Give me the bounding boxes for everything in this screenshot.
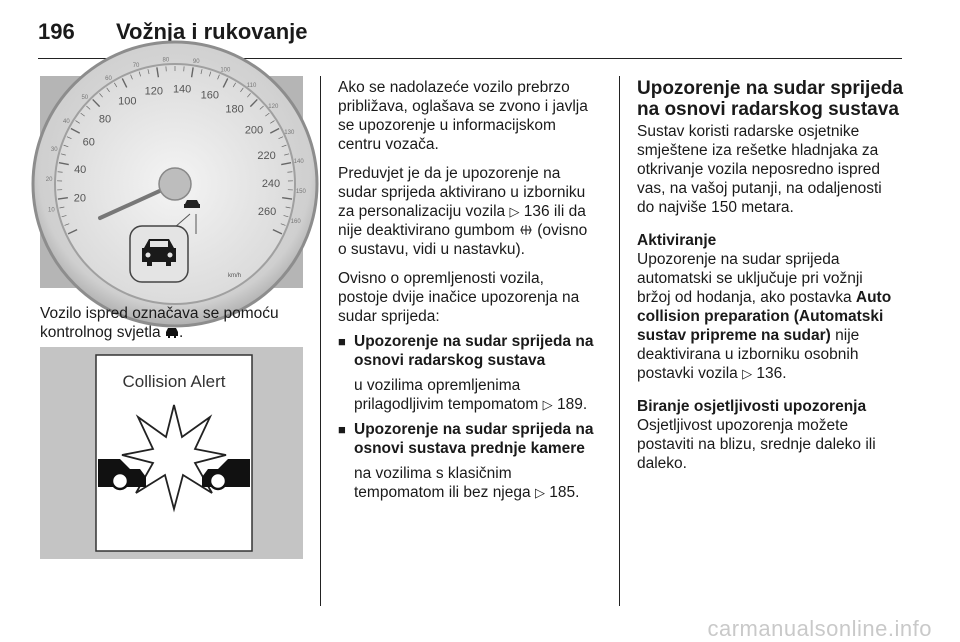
outer-scale-label: 80 bbox=[162, 57, 170, 64]
column-divider-2 bbox=[619, 76, 620, 606]
page-ref-arrow-icon: ▷ bbox=[742, 366, 753, 381]
list-item-text: u vozilima opremljenima prilagodljivim tempomatom ▷ 189. bbox=[354, 377, 588, 413]
speed-label: 200 bbox=[244, 124, 264, 137]
page-ref-link[interactable]: 136 ili da bbox=[523, 203, 586, 220]
outer-scale-label: 30 bbox=[50, 147, 58, 154]
bullet-icon: ■ bbox=[338, 422, 346, 437]
outer-scale-label: 110 bbox=[246, 82, 257, 89]
caption-text: kontrolnog svjetla bbox=[40, 324, 161, 341]
caption-end: . bbox=[178, 324, 184, 341]
paragraph-variants: Ovisno o opremljenosti vozila, postoje dvije inačice upozorenja na sudar sprijeda: bbox=[338, 270, 580, 325]
chapter-title: Vožnja i rukovanje bbox=[116, 19, 308, 44]
column-divider-1 bbox=[320, 76, 321, 606]
speedometer-illustration bbox=[40, 57, 306, 288]
caption-line-2 bbox=[40, 323, 302, 342]
speed-label: 180 bbox=[225, 103, 244, 116]
section-heading: Upozorenje na sudar sprijeda na osnovi radarskog sustava bbox=[637, 78, 904, 120]
outer-scale-label: 120 bbox=[268, 104, 279, 111]
outer-scale-label: 90 bbox=[192, 58, 200, 65]
outer-scale-label: 160 bbox=[290, 219, 301, 226]
speed-label: 260 bbox=[257, 206, 277, 219]
needle-hub bbox=[159, 168, 191, 200]
outer-scale-label: 50 bbox=[81, 95, 89, 102]
list-item: ■ Upozorenje na sudar sprijeda na osnovi radarskog sustava bbox=[338, 333, 594, 369]
paragraph-intro: Ako se nadolazeće vozilo prebrzo približava, oglašava se zvono i javlja se upozorenje u informacijskom centru vozača. bbox=[338, 79, 588, 153]
paragraph-precondition: Preduvjet je da je upozorenje na sudar sprijeda aktivirano u izborniku za personalizaciju vozila ▷ 136 ili da nije deaktivirano gumbom (ovisno o sustavu, vidi u nastavku). bbox=[338, 165, 588, 258]
outer-scale-label: 60 bbox=[105, 75, 112, 82]
bullet-icon: ■ bbox=[338, 334, 346, 349]
vehicle-ahead-icon bbox=[142, 239, 176, 266]
speedometer-figure bbox=[40, 57, 306, 288]
car-icon bbox=[165, 327, 179, 338]
speed-label: 80 bbox=[98, 113, 112, 126]
column-2 bbox=[338, 78, 606, 512]
page-ref-link[interactable]: 185. bbox=[549, 484, 580, 501]
outer-scale-label: 70 bbox=[132, 63, 140, 70]
speed-label: 60 bbox=[82, 136, 95, 149]
subheading-sensitivity: Biranje osjetljivosti upozorenja bbox=[637, 398, 867, 415]
subheading-activation: Aktiviranje bbox=[637, 232, 717, 249]
paragraph-activation: Upozorenje na sudar sprijeda automatski se uključuje pri vožnji bržoj od hodanja, ako postavka Auto collision preparation (Automatski sustav pripreme na sudar) nije deaktivirana u izborniku osobnih postavki vozila ▷ 136. bbox=[637, 251, 892, 382]
outer-scale-label: 40 bbox=[63, 119, 70, 126]
column-3 bbox=[637, 78, 905, 483]
speed-unit-label: km/h bbox=[228, 273, 242, 279]
speed-label: 20 bbox=[73, 192, 87, 205]
list-item: ■ Upozorenje na sudar sprijeda na osnovi sustava prednje kamere bbox=[338, 421, 594, 457]
paragraph-sensitivity: Osjetljivost upozorenja možete postaviti na blizu, srednje daleko ili daleko. bbox=[637, 417, 876, 472]
page-ref-arrow-icon: ▷ bbox=[534, 485, 545, 500]
collision-alert-illustration bbox=[40, 347, 303, 559]
collision-button-icon bbox=[519, 224, 533, 236]
speed-label: 220 bbox=[257, 149, 276, 162]
page-number: 196 bbox=[38, 19, 75, 44]
page-ref-arrow-icon: ▷ bbox=[509, 204, 520, 219]
outer-scale-label: 100 bbox=[220, 67, 231, 74]
collision-alert-figure bbox=[40, 347, 303, 559]
speed-label: 140 bbox=[172, 83, 192, 96]
outer-scale-label: 130 bbox=[284, 129, 295, 136]
list-item-text: na vozilima s klasičnim tempomatom ili bez njega ▷ 185. bbox=[354, 465, 580, 501]
speed-label: 40 bbox=[74, 163, 87, 176]
speed-label: 240 bbox=[261, 178, 281, 191]
page-ref-arrow-icon: ▷ bbox=[542, 397, 553, 412]
page-ref-link[interactable]: 136. bbox=[756, 365, 787, 382]
speed-label: 120 bbox=[144, 85, 163, 98]
figure-caption bbox=[40, 304, 302, 342]
paragraph-radar: Sustav koristi radarske osjetnike smještene iza rešetke hladnjaka za otkrivanje vozila neposredno ispred vas, na vašoj putanji, na odaljenosti do najviše 150 metara. bbox=[637, 123, 882, 216]
outer-scale-label: 140 bbox=[293, 158, 304, 165]
speed-label: 160 bbox=[200, 89, 220, 102]
speed-label: 100 bbox=[118, 95, 137, 108]
watermark: carmanualsonline.info bbox=[707, 616, 932, 641]
page-ref-link[interactable]: 189. bbox=[556, 396, 588, 413]
outer-scale-label: 150 bbox=[295, 189, 306, 196]
caption-line-1: Vozilo ispred označava se pomoću bbox=[40, 305, 279, 322]
outer-scale-label: 10 bbox=[48, 207, 55, 214]
collision-alert-title: Collision Alert bbox=[122, 372, 226, 391]
outer-scale-label: 20 bbox=[45, 177, 53, 184]
